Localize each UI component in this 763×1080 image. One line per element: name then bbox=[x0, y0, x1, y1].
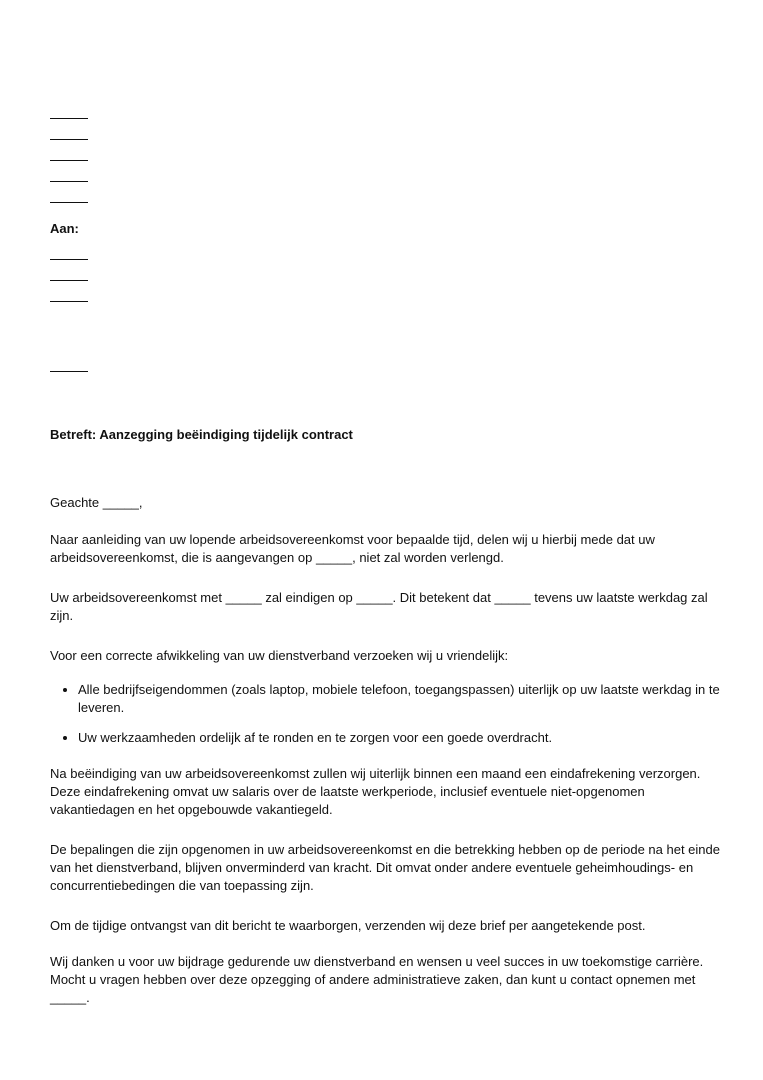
paragraph-provisions: De bepalingen die zijn opgenomen in uw arbeidsovereenkomst en die betrekking hebben op de periode na het einde van het dienstverband, blijven onverminderd van kracht. Dit omvat onder andere eventuele geheimhoudings- en concurrentiebedingen die van toepassing zijn. bbox=[50, 842, 720, 893]
recipient-line-3 bbox=[50, 301, 88, 302]
paragraph-end-date: Uw arbeidsovereenkomst met _____ zal eindigen op _____. Dit betekent dat _____ tevens uw laatste werkdag zal zijn. bbox=[50, 590, 708, 623]
paragraph-intro: Naar aanleiding van uw lopende arbeidsovereenkomst voor bepaalde tijd, delen wij u hierbij mede dat uw arbeidsovereenkomst, die is aangevangen op _____, niet zal worden verlengd. bbox=[50, 532, 655, 565]
list-item: • Alle bedrijfseigendommen (zoals laptop, mobiele telefoon, toegangspassen) uiterlijk op uw laatste werkdag in te leveren. bbox=[78, 681, 738, 717]
sender-line-3 bbox=[50, 160, 88, 161]
sender-line-1 bbox=[50, 118, 88, 119]
list-item: • Uw werkzaamheden ordelijk af te ronden en te zorgen voor een goede overdracht. bbox=[78, 729, 738, 747]
paragraph-request: Voor een correcte afwikkeling van uw dienstverband verzoeken wij u vriendelijk: bbox=[50, 648, 509, 663]
recipient-label: Aan: bbox=[50, 221, 79, 236]
request-list bbox=[50, 681, 738, 759]
recipient-line-1 bbox=[50, 259, 88, 260]
sender-line-4 bbox=[50, 181, 88, 182]
subject-line: Betreft: Aanzegging beëindiging tijdelijk contract bbox=[50, 427, 353, 442]
paragraph-final-settlement: Na beëindiging van uw arbeidsovereenkomst zullen wij uiterlijk binnen een maand een eindafrekening verzorgen. Deze eindafrekening omvat uw salaris over de laatste werkperiode, inclusief eventuele niet-opgenomen vakantiedagen en het opgebouwde vakantiegeld. bbox=[50, 766, 701, 817]
recipient-line-2 bbox=[50, 280, 88, 281]
date-line bbox=[50, 371, 88, 372]
paragraph-closing: Wij danken u voor uw bijdrage gedurende uw dienstverband en wensen u veel succes in uw toekomstige carrière. Mocht u vragen hebben over deze opzegging of andere administratieve zaken, dan kunt u contact opnemen met _____. bbox=[50, 954, 704, 1005]
salutation: Geachte _____, bbox=[50, 495, 143, 510]
paragraph-registered-mail: Om de tijdige ontvangst van dit bericht te waarborgen, verzenden wij deze brief per aangetekende post. bbox=[50, 918, 646, 933]
sender-line-2 bbox=[50, 139, 88, 140]
sender-line-5 bbox=[50, 202, 88, 203]
